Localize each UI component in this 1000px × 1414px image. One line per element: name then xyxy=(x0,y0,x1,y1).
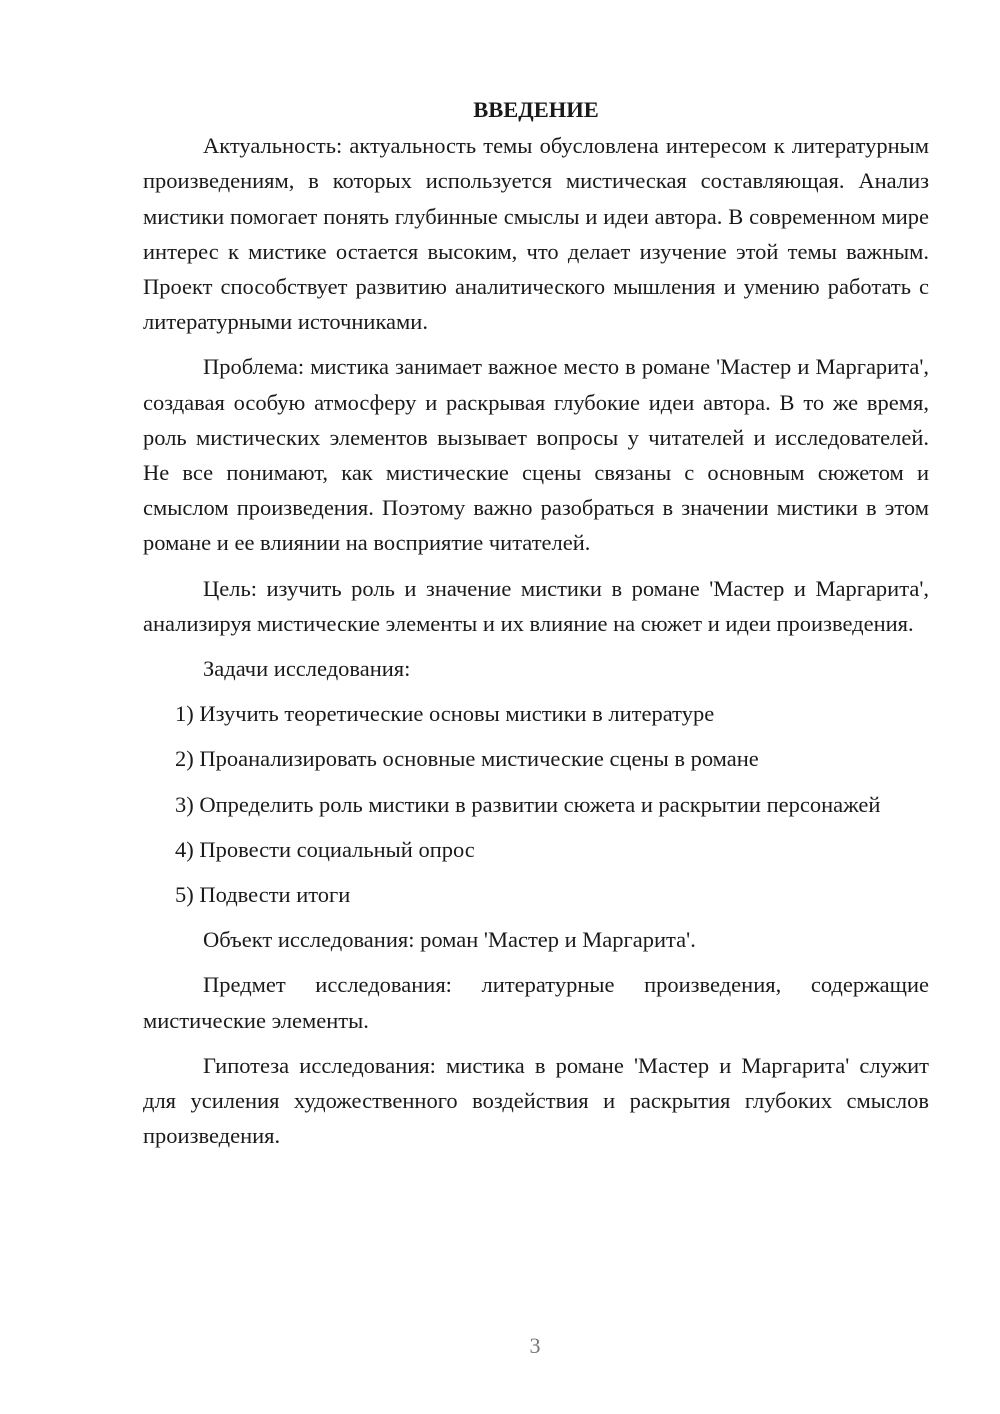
problem-paragraph: Проблема: мистика занимает важное место в романе 'Мастер и Маргарита', создавая особую атмосферу и раскрывая глубокие идеи автора. В то же время, роль мистических элементов вызывает вопросы у читателей и исследователей. Не все понимают, как мистические сцены связаны с основным сюжетом и смыслом произведения. Поэтому важно разобраться в значении мистики в этом романе и ее влиянии на восприятие читателей. xyxy=(143,354,929,556)
task-item: 4) Провести социальный опрос xyxy=(175,836,475,862)
section-heading: ВВЕДЕНИЕ xyxy=(473,97,599,122)
subject-paragraph: Предмет исследования: литературные произведения, содержащие мистические элементы. xyxy=(143,972,929,1033)
tasks-list xyxy=(143,696,929,912)
task-item: 2) Проанализировать основные мистические сцены в романе xyxy=(175,746,759,772)
hypothesis-paragraph: Гипотеза исследования: мистика в романе 'Мастер и Маргарита' служит для усиления художественного воздействия и раскрытия глубоких смыслов произведения. xyxy=(143,1052,929,1149)
tasks-title: Задачи исследования: xyxy=(203,656,411,682)
task-item: 5) Подвести итоги xyxy=(175,882,351,908)
relevance-paragraph: Актуальность: актуальность темы обусловлена интересом к литературным произведениям, в которых используется мистическая составляющая. Анализ мистики помогает понять глубинные смыслы и идеи автора. В современном мире интерес к мистике остается высоким, что делает изучение этой темы важным. Проект способствует развитию аналитического мышления и умению работать с литературными источниками. xyxy=(143,133,929,335)
task-item: 1) Изучить теоретические основы мистики в литературе xyxy=(175,701,715,727)
page-content xyxy=(143,92,929,1163)
goal-paragraph: Цель: изучить роль и значение мистики в романе 'Мастер и Маргарита', анализируя мистические элементы и их влияние на сюжет и идеи произведения. xyxy=(143,575,929,636)
object-paragraph: Объект исследования: роман 'Мастер и Маргарита'. xyxy=(203,927,696,953)
page-number: 3 xyxy=(529,1333,541,1358)
task-item: 3) Определить роль мистики в развитии сюжета и раскрытии персонажей xyxy=(175,791,881,817)
